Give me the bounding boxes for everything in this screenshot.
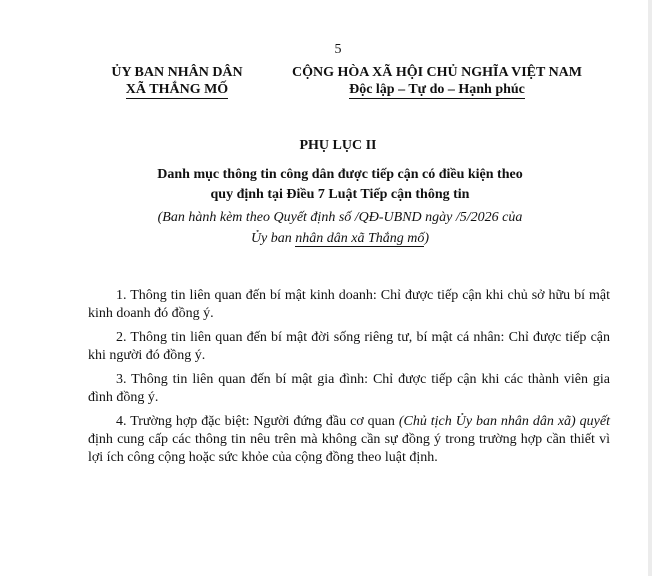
issuance-committee: nhân dân xã Thắng mố [295, 231, 425, 246]
page-number: 5 [334, 42, 342, 57]
national-motto-line [276, 81, 598, 99]
authority-line-1: ỦY BAN NHÂN DÂN [111, 65, 243, 80]
issuance-suffix: ) [424, 231, 430, 246]
authority-line-2 [88, 81, 266, 99]
appendix-body [88, 287, 610, 473]
issuing-authority [88, 64, 266, 99]
item-4-italic: (Chủ tịch Ủy ban nhân dân xã) quyết [398, 414, 610, 429]
item-4-suffix: định cung cấp các thông tin nêu trên mà không cần sự đồng ý trong trường hợp cần thiết vì lợi ích công cộng hoặc sức khỏe của cộng đồng theo luật định. [88, 432, 610, 465]
issuance-line-1: (Ban hành kèm theo Quyết định số /QĐ-UBND ngày /5/2026 của [157, 210, 523, 225]
national-title: CỘNG HÒA XÃ HỘI CHỦ NGHĨA VIỆT NAM [291, 65, 582, 80]
national-motto: Độc lập – Tự do – Hạnh phúc [349, 82, 525, 97]
issuance-note [90, 207, 590, 249]
appendix-subtitle [90, 165, 590, 205]
issuance-prefix: Ủy ban [250, 231, 296, 246]
list-item: 3. Thông tin liên quan đến bí mật gia đình: Chỉ được tiếp cận khi các thành viên gia đình đồng ý. [88, 372, 610, 405]
page-edge [648, 0, 652, 576]
subtitle-line-1: Danh mục thông tin công dân được tiếp cận có điều kiện theo [157, 167, 523, 182]
appendix-title: PHỤ LỤC II [299, 138, 377, 153]
list-item [88, 413, 610, 467]
subtitle-line-2: quy định tại Điều 7 Luật Tiếp cận thông tin [210, 187, 470, 202]
list-item: 1. Thông tin liên quan đến bí mật kinh doanh: Chỉ được tiếp cận khi chủ sở hữu bí mật kinh doanh đó đồng ý. [88, 288, 610, 321]
item-4-prefix: 4. Trường hợp đặc biệt: Người đứng đầu cơ quan [116, 414, 399, 429]
list-item: 2. Thông tin liên quan đến bí mật đời sống riêng tư, bí mật cá nhân: Chỉ được tiếp cận khi người đó đồng ý. [88, 330, 610, 363]
national-header [276, 64, 598, 99]
issuance-line-2 [90, 228, 590, 249]
authority-name: XÃ THẮNG MỐ [125, 82, 229, 97]
